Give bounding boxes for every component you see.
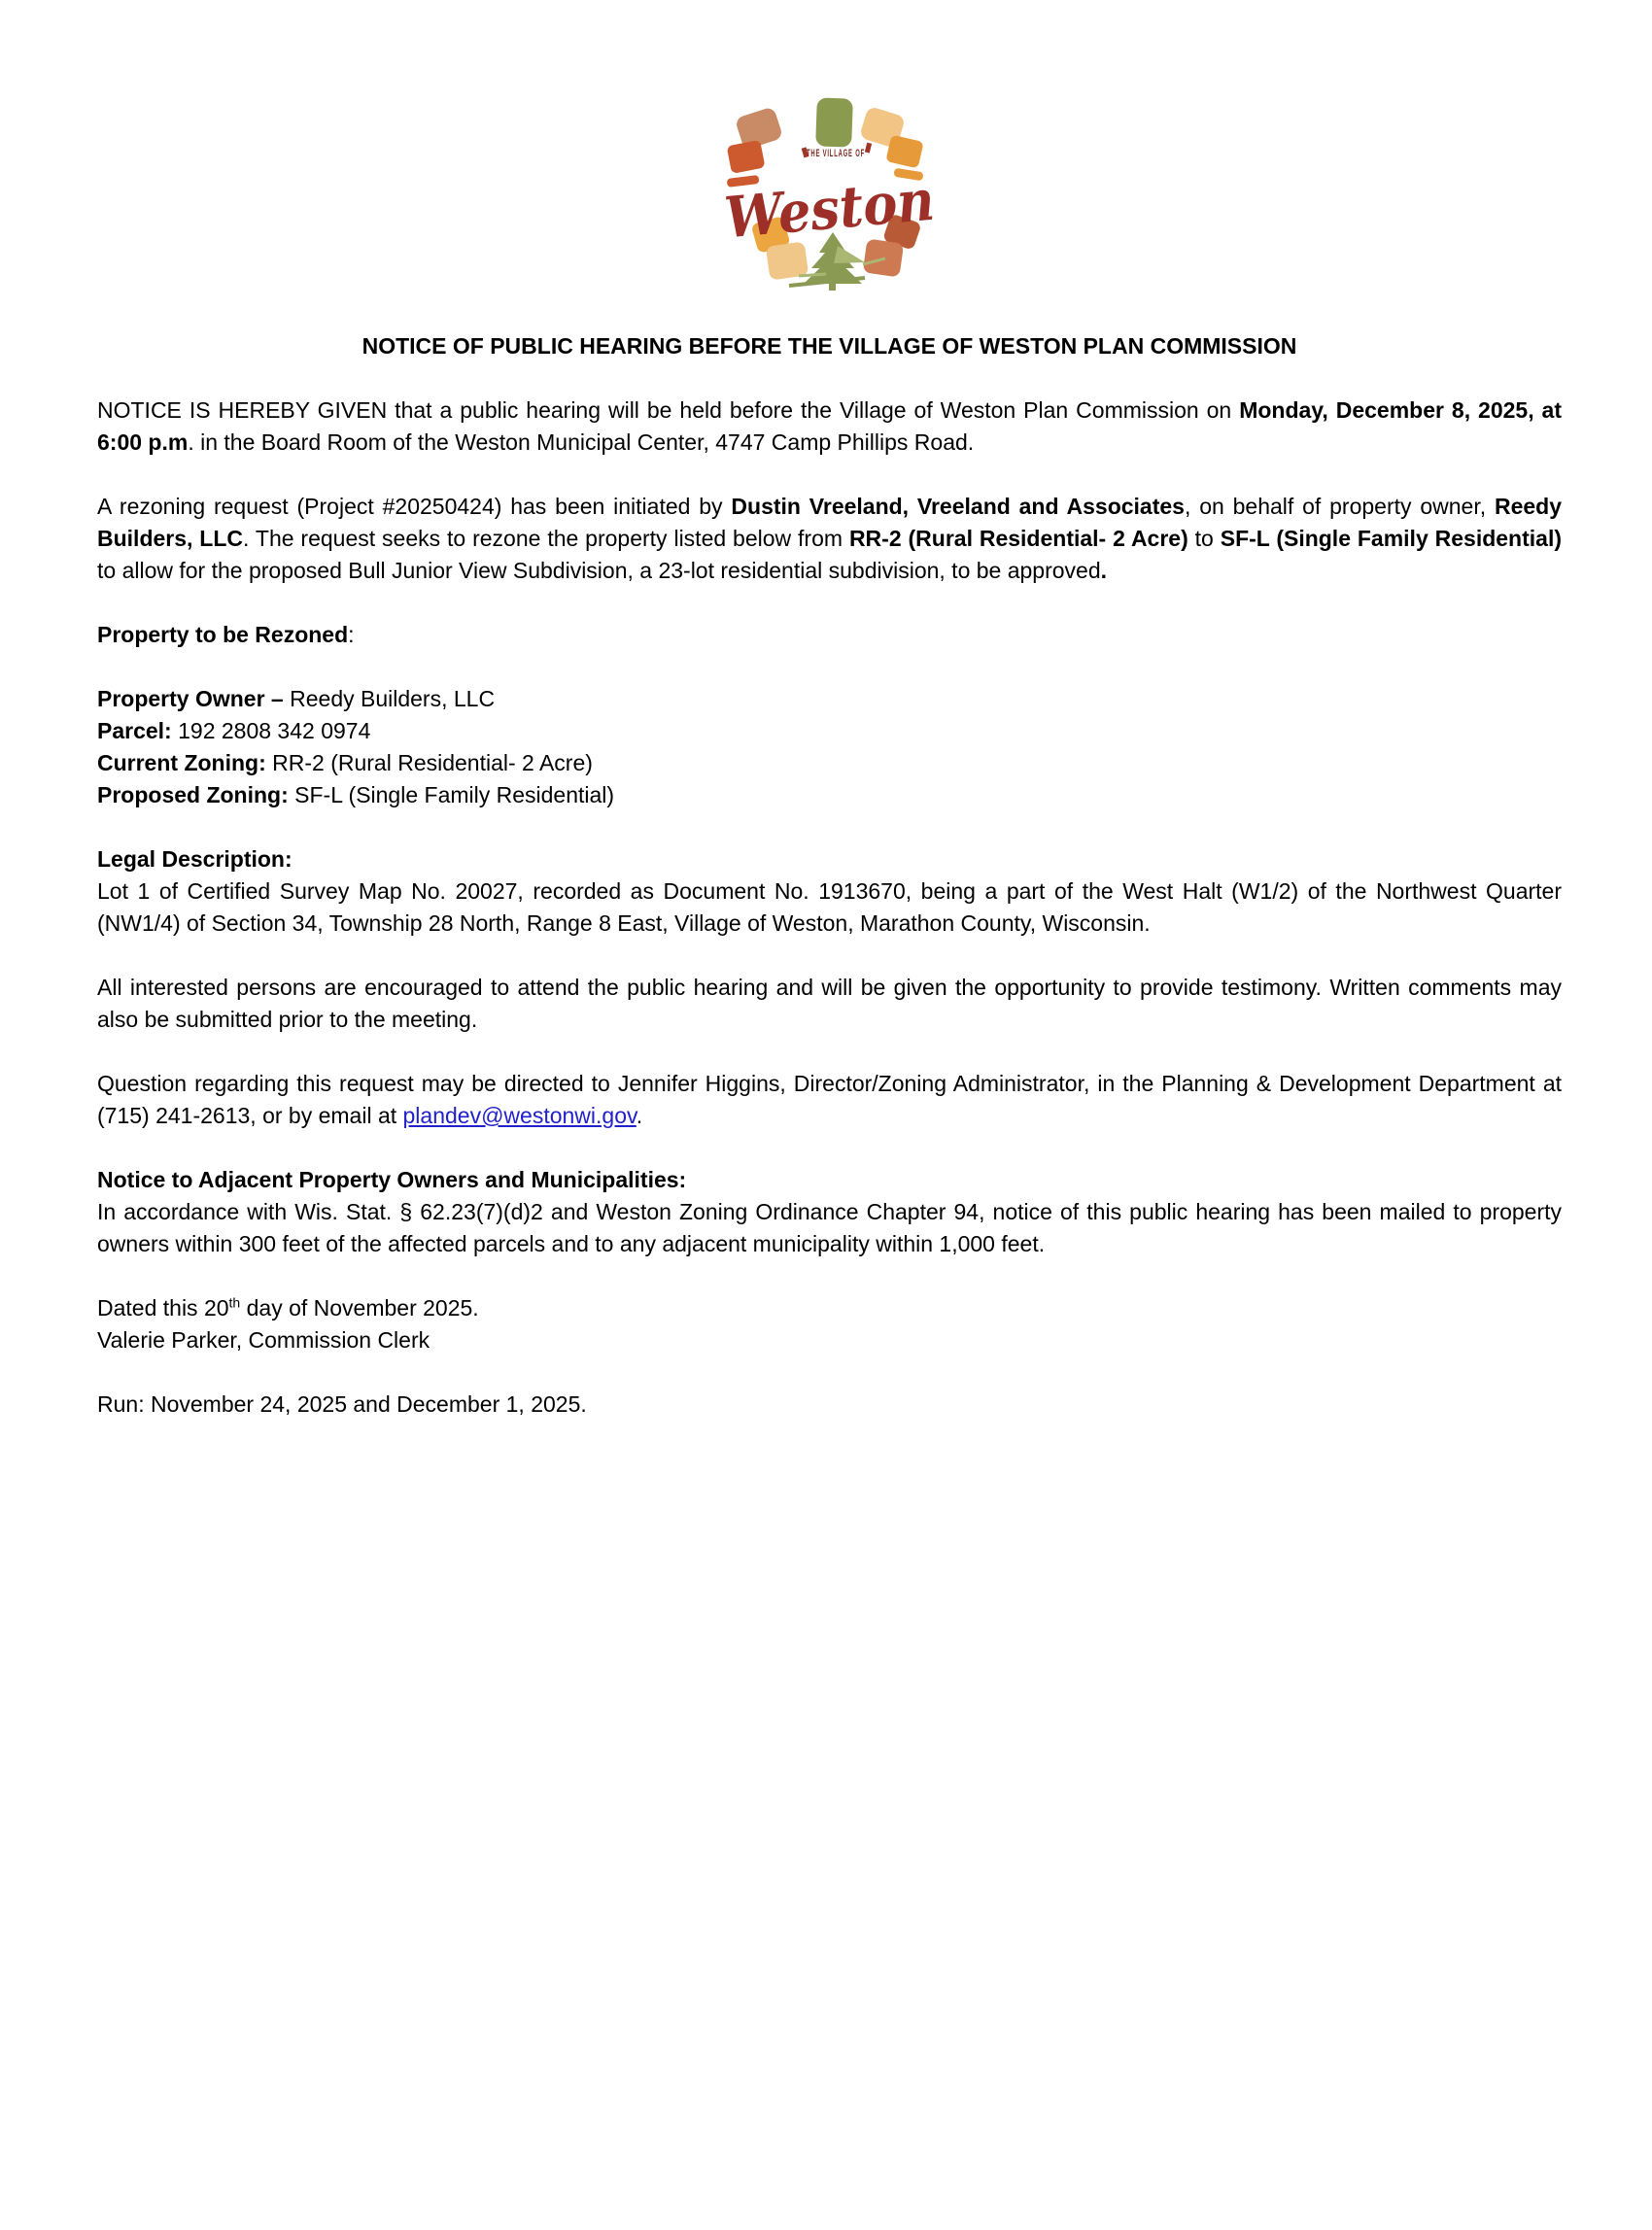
text-run-bold: Monday, December 8, 2025, at 6:00 p.m [97, 397, 1562, 455]
dated-line [97, 1292, 1562, 1324]
field-value: 192 2808 342 0974 [171, 718, 371, 743]
field-value: Reedy Builders, LLC [290, 686, 496, 711]
proposed-zoning-row [97, 779, 1562, 811]
text-run: . The request seeks to rezone the property listed below from [243, 526, 849, 551]
adjacent-owners-body: In accordance with Wis. Stat. § 62.23(7)(d)2 and Weston Zoning Ordinance Chapter 94, notice of this public hearing has been mailed to property owners within 300 feet of the affected parcels and to any adjacent municipality within 1,000 feet. [97, 1199, 1562, 1256]
section-heading-property [97, 619, 1562, 651]
parcel-row [97, 715, 1562, 747]
section-heading-text: Property to be Rezoned [97, 622, 349, 647]
weston-logo-graphic [717, 92, 943, 298]
paragraph-testimony: All interested persons are encouraged to attend the public hearing and will be given the opportunity to provide testimony. Written comments may also be submitted prior to the meeting. [97, 975, 1562, 1032]
adjacent-owners-heading: Notice to Adjacent Property Owners and Municipalities: [97, 1167, 687, 1192]
text-run: Dated this 20 [97, 1295, 229, 1321]
text-run-bold: . [1100, 558, 1108, 583]
text-run-bold: RR-2 (Rural Residential- 2 Acre) [848, 526, 1188, 551]
logo-tagline: THE VILLAGE OF [806, 148, 865, 159]
text-run: day of November 2025. [240, 1295, 479, 1321]
text-run-bold: SF-L (Single Family Residential) [1220, 526, 1563, 551]
email-link[interactable]: plandev@westonwi.gov [402, 1103, 637, 1128]
text-run: . [636, 1103, 643, 1128]
current-zoning-row [97, 747, 1562, 779]
property-owner-row [97, 683, 1562, 715]
paragraph-rezoning-request [97, 491, 1562, 587]
legal-description-section [97, 843, 1562, 940]
field-label: Current Zoning: [97, 750, 266, 775]
text-run: to allow for the proposed Bull Junior View Subdivision, a 23-lot residential subdivision, to be approved [97, 558, 1101, 583]
clerk-line: Valerie Parker, Commission Clerk [97, 1327, 430, 1353]
section-heading-colon: : [348, 622, 355, 647]
legal-description-heading: Legal Description: [97, 846, 293, 872]
property-details [97, 683, 1562, 811]
text-run: NOTICE IS HEREBY GIVEN that a public hearing will be held before the Village of Weston Plan Commission on [97, 397, 1240, 423]
legal-description-body: Lot 1 of Certified Survey Map No. 20027, recorded as Document No. 1913670, being a part of the West Halt (W1/2) of the Northwest Quarter (NW1/4) of Section 34, Township 28 North, Range 8 East, Village of Weston, Marathon County, Wisconsin. [97, 878, 1562, 936]
field-label: Property Owner – [97, 686, 291, 711]
text-run: . in the Board Room of the Weston Municipal Center, 4747 Camp Phillips Road. [188, 429, 975, 455]
field-value: RR-2 (Rural Residential- 2 Acre) [265, 750, 593, 775]
adjacent-owners-section [97, 1164, 1562, 1260]
ordinal-suffix: th [228, 1294, 241, 1311]
logo-wordmark: Weston [721, 164, 943, 252]
field-label: Parcel: [97, 718, 172, 743]
text-run-bold: Reedy Builders, LLC [97, 494, 1563, 551]
text-run: Question regarding this request may be directed to Jennifer Higgins, Director/Zoning Administrator, in the Planning & Development Department at (715) 241-2613, or by email at [97, 1071, 1562, 1128]
weston-logo [717, 92, 943, 298]
paragraph-hearing-notice [97, 395, 1562, 459]
text-run: to [1187, 526, 1221, 551]
text-run: , on behalf of property owner, [1184, 494, 1495, 519]
paragraph-questions [97, 1068, 1562, 1132]
field-label: Proposed Zoning: [97, 782, 289, 807]
document-page [0, 92, 1652, 1421]
field-value: SF-L (Single Family Residential) [288, 782, 615, 807]
run-dates-line: Run: November 24, 2025 and December 1, 2025. [97, 1391, 587, 1417]
text-run-bold: Dustin Vreeland, Vreeland and Associates [731, 494, 1185, 519]
text-run: A rezoning request (Project #20250424) has been initiated by [97, 494, 732, 519]
signature-block [97, 1292, 1562, 1356]
notice-title: NOTICE OF PUBLIC HEARING BEFORE THE VILLAGE OF WESTON PLAN COMMISSION [361, 333, 1297, 359]
